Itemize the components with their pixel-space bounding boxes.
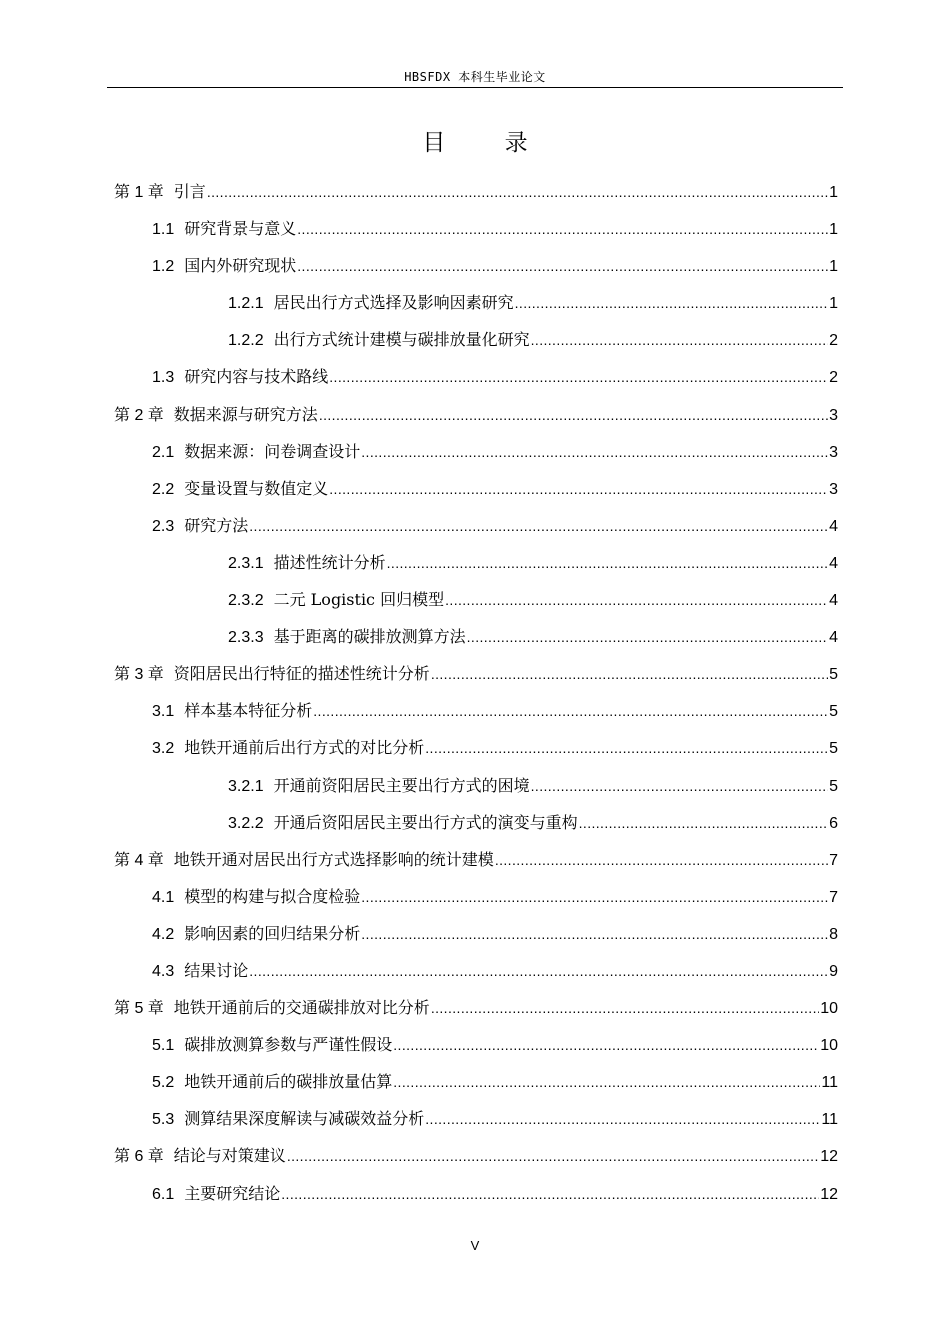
toc-entry-page: 12 <box>820 1185 838 1203</box>
toc-entry-title: 资阳居民出行特征的描述性统计分析 <box>173 664 430 684</box>
toc-entry[interactable] <box>114 507 838 544</box>
toc-entry-title: 开通前资阳居民主要出行方式的困境 <box>273 775 530 795</box>
toc-dot-leader <box>249 508 828 545</box>
toc-dot-leader <box>297 211 828 248</box>
toc-entry-title: 数据来源与研究方法 <box>173 404 318 424</box>
toc-entry-title: 碳排放测算参数与严谨性假设 <box>184 1035 393 1055</box>
toc-entry-page: 4 <box>829 517 838 535</box>
toc-entry[interactable] <box>114 729 838 766</box>
toc-entry-title: 研究内容与技术路线 <box>184 367 329 387</box>
toc-entry-number: 3.2.1 <box>228 777 264 795</box>
toc-entry-title: 地铁开通前后的交通碳排放对比分析 <box>173 998 430 1018</box>
toc-entry[interactable] <box>114 767 838 804</box>
toc-entry-title: 模型的构建与拟合度检验 <box>184 886 361 906</box>
toc-dot-leader <box>313 693 828 730</box>
toc-entry-number: 1.2.2 <box>228 332 264 350</box>
toc-entry[interactable] <box>114 321 838 358</box>
toc-dot-leader <box>287 1138 819 1175</box>
table-of-contents <box>114 173 838 1212</box>
toc-entry-number: 2.3.2 <box>228 592 264 610</box>
toc-entry[interactable] <box>114 173 838 210</box>
toc-entry-title: 国内外研究现状 <box>184 256 297 276</box>
toc-entry-page: 10 <box>820 1000 838 1018</box>
toc-entry-number: 5.2 <box>152 1074 175 1092</box>
toc-entry[interactable] <box>114 210 838 247</box>
toc-entry-title: 数据来源：问卷调查设计 <box>184 441 361 461</box>
toc-entry[interactable] <box>114 1063 838 1100</box>
toc-dot-leader <box>531 322 828 359</box>
toc-dot-leader <box>207 174 828 211</box>
toc-entry-title: 研究方法 <box>184 515 249 535</box>
toc-entry-title: 变量设置与数值定义 <box>184 478 329 498</box>
toc-dot-leader <box>387 545 828 582</box>
toc-entry[interactable] <box>114 989 838 1026</box>
toc-entry-page: 5 <box>829 703 838 721</box>
toc-entry-title: 地铁开通前后的碳排放量估算 <box>184 1072 393 1092</box>
toc-dot-leader <box>431 656 828 693</box>
toc-entry-title: 描述性统计分析 <box>273 552 386 572</box>
toc-entry-number: 2.3.1 <box>228 554 264 572</box>
toc-entry-title: 二元 Logistic 回归模型 <box>273 590 445 610</box>
toc-entry[interactable] <box>114 284 838 321</box>
toc-entry-title: 地铁开通前后出行方式的对比分析 <box>184 738 425 758</box>
toc-entry-page: 1 <box>829 295 838 313</box>
toc-entry-number: 4.1 <box>152 888 175 906</box>
toc-entry-title: 主要研究结论 <box>184 1183 281 1203</box>
toc-dot-leader <box>361 434 828 471</box>
toc-entry-page: 3 <box>829 443 838 461</box>
toc-entry-page: 1 <box>829 258 838 276</box>
toc-entry-number: 3.1 <box>152 703 175 721</box>
toc-entry-number: 1.1 <box>152 221 175 239</box>
toc-entry-number: 第 3 章 <box>114 666 164 684</box>
toc-entry-page: 11 <box>821 1074 838 1092</box>
toc-dot-leader <box>329 471 828 508</box>
toc-dot-leader <box>531 768 828 805</box>
toc-entry-number: 2.3.3 <box>228 629 264 647</box>
toc-entry-page: 1 <box>829 184 838 201</box>
toc-entry-number: 第 1 章 <box>114 184 164 201</box>
toc-entry[interactable] <box>114 433 838 470</box>
toc-dot-leader <box>329 359 828 396</box>
toc-dot-leader <box>297 248 828 285</box>
toc-entry[interactable] <box>114 952 838 989</box>
toc-entry-title: 研究背景与意义 <box>184 219 297 239</box>
toc-entry-title: 影响因素的回归结果分析 <box>184 923 361 943</box>
toc-dot-leader <box>579 805 828 842</box>
toc-entry-page: 4 <box>829 629 838 647</box>
page-header: HBSFDX 本科生毕业论文 <box>404 70 546 84</box>
toc-entry[interactable] <box>114 841 838 878</box>
toc-entry-page: 3 <box>829 406 838 424</box>
toc-entry-number: 3.2 <box>152 740 175 758</box>
toc-entry-number: 2.2 <box>152 480 175 498</box>
toc-dot-leader <box>431 990 819 1027</box>
toc-entry[interactable] <box>114 1026 838 1063</box>
toc-entry-page: 5 <box>829 666 838 684</box>
toc-entry-number: 2.3 <box>152 517 175 535</box>
toc-title: 目 录 <box>422 130 554 156</box>
toc-dot-leader <box>425 1101 820 1138</box>
toc-entry[interactable] <box>114 655 838 692</box>
toc-dot-leader <box>361 916 828 953</box>
toc-entry[interactable] <box>114 1137 838 1174</box>
toc-entry-number: 3.2.2 <box>228 814 264 832</box>
toc-entry-number: 2.1 <box>152 443 175 461</box>
toc-entry-number: 1.2 <box>152 258 175 276</box>
toc-entry[interactable] <box>114 396 838 433</box>
toc-entry-page: 2 <box>829 332 838 350</box>
toc-entry-title: 测算结果深度解读与减碳效益分析 <box>184 1109 425 1129</box>
toc-entry-title: 开通后资阳居民主要出行方式的演变与重构 <box>273 812 578 832</box>
toc-dot-leader <box>495 842 828 879</box>
toc-entry-page: 5 <box>829 740 838 758</box>
toc-entry-title: 引言 <box>173 182 206 201</box>
toc-entry-page: 6 <box>829 814 838 832</box>
toc-entry-number: 1.3 <box>152 369 175 387</box>
toc-entry-number: 4.3 <box>152 962 175 980</box>
toc-entry-page: 2 <box>829 369 838 387</box>
toc-entry-number: 5.3 <box>152 1111 175 1129</box>
toc-dot-leader <box>425 730 828 767</box>
toc-entry-number: 第 4 章 <box>114 851 164 869</box>
toc-dot-leader <box>249 953 828 990</box>
toc-entry-title: 居民出行方式选择及影响因素研究 <box>273 293 514 313</box>
toc-entry-number: 第 6 章 <box>114 1148 164 1166</box>
toc-entry[interactable] <box>114 1175 838 1212</box>
toc-entry-page: 1 <box>829 221 838 239</box>
toc-entry-number: 第 5 章 <box>114 1000 164 1018</box>
toc-entry-title: 结果讨论 <box>184 960 249 980</box>
toc-entry-number: 1.2.1 <box>228 295 264 313</box>
toc-entry-page: 10 <box>820 1037 838 1055</box>
toc-entry[interactable] <box>114 618 838 655</box>
toc-entry-page: 12 <box>820 1148 838 1166</box>
toc-dot-leader <box>515 285 828 322</box>
toc-entry-title: 样本基本特征分析 <box>184 701 313 721</box>
toc-entry-number: 5.1 <box>152 1037 175 1055</box>
page-number: V <box>470 1238 480 1253</box>
toc-dot-leader <box>361 879 828 916</box>
toc-entry[interactable] <box>114 358 838 395</box>
header-divider <box>107 87 843 88</box>
toc-entry-page: 7 <box>829 888 838 906</box>
toc-dot-leader <box>445 582 828 619</box>
toc-entry-page: 4 <box>829 554 838 572</box>
toc-dot-leader <box>393 1064 820 1101</box>
toc-entry-page: 7 <box>829 851 838 869</box>
toc-entry[interactable] <box>114 247 838 284</box>
toc-entry-number: 6.1 <box>152 1185 175 1203</box>
toc-entry-page: 9 <box>829 962 838 980</box>
toc-dot-leader <box>393 1027 819 1064</box>
toc-dot-leader <box>281 1176 819 1213</box>
toc-entry[interactable] <box>114 470 838 507</box>
toc-entry-page: 11 <box>821 1111 838 1129</box>
toc-entry[interactable] <box>114 544 838 581</box>
toc-entry-page: 4 <box>829 592 838 610</box>
toc-entry-title: 出行方式统计建模与碳排放量化研究 <box>273 330 530 350</box>
toc-entry-page: 5 <box>829 777 838 795</box>
toc-entry-title: 结论与对策建议 <box>173 1146 286 1166</box>
toc-dot-leader <box>467 619 828 656</box>
toc-entry[interactable] <box>114 915 838 952</box>
toc-entry[interactable] <box>114 692 838 729</box>
toc-entry[interactable] <box>114 804 838 841</box>
toc-entry-number: 第 2 章 <box>114 406 164 424</box>
toc-entry[interactable] <box>114 1100 838 1137</box>
toc-entry-page: 8 <box>829 925 838 943</box>
toc-dot-leader <box>319 397 828 434</box>
toc-entry-title: 基于距离的碳排放测算方法 <box>273 627 466 647</box>
toc-entry-title: 地铁开通对居民出行方式选择影响的统计建模 <box>173 849 494 869</box>
toc-entry[interactable] <box>114 581 838 618</box>
toc-entry[interactable] <box>114 878 838 915</box>
toc-entry-page: 3 <box>829 480 838 498</box>
toc-entry-number: 4.2 <box>152 925 175 943</box>
